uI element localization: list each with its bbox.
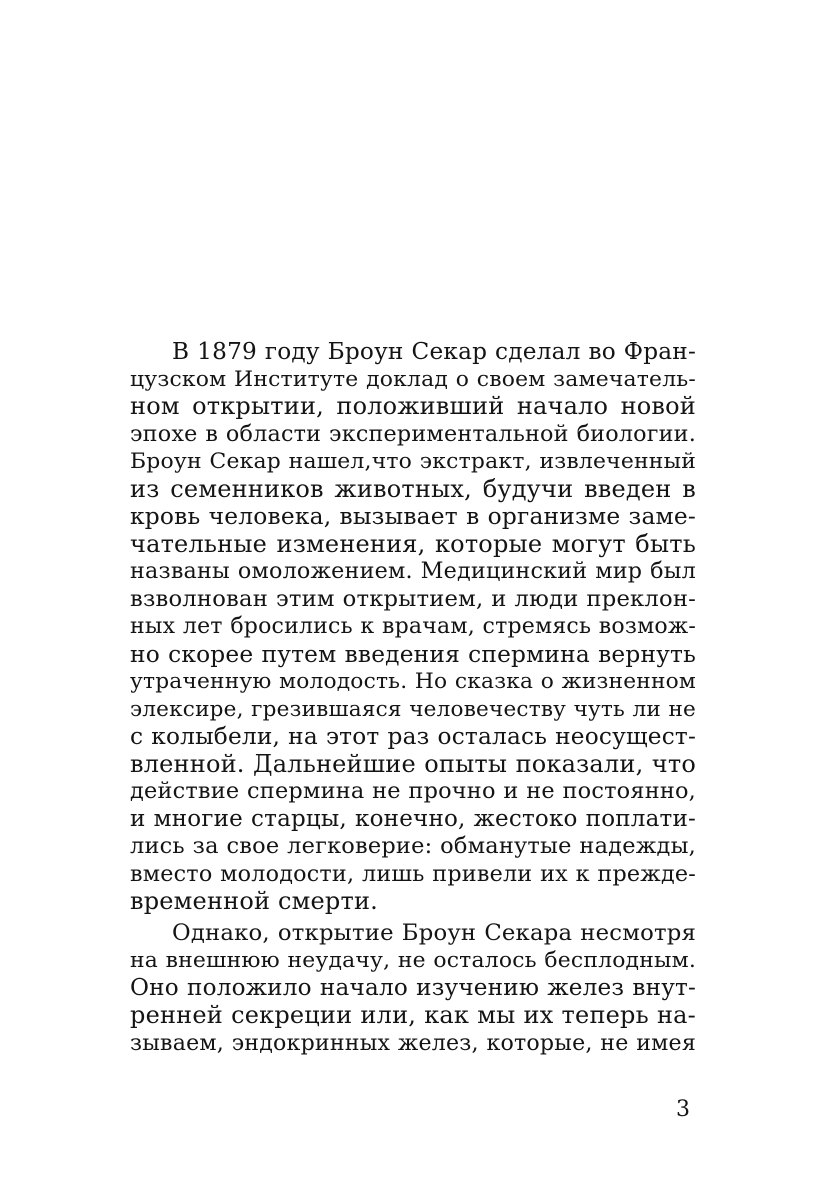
- text-line: утраченную молодость. Но сказка о жизненном: [130, 669, 696, 694]
- text-line: но скорее путем введения спермина вернуть: [130, 640, 696, 668]
- text-line: лись за свое легковерие: обманутые надежды,: [130, 833, 696, 859]
- text-line: Броун Секар нашел,что экстракт, извлеченный: [130, 449, 696, 474]
- text-line: вместо молодости, лишь привели их к прежде-: [130, 860, 696, 887]
- text-line: из семенников животных, будучи введен в: [130, 474, 696, 503]
- text-line: названы омоложением. Медицинский мир был: [130, 558, 696, 584]
- text-line: Однако, открытие Броун Секара несмотря: [172, 919, 696, 946]
- text-line: с колыбели, на этот раз осталась неосущест-: [130, 723, 696, 750]
- paragraph-2: [130, 920, 696, 1058]
- text-line: эпохе в области экспериментальной биологии.: [130, 420, 696, 447]
- text-line: действие спермина не прочно и не постоянно,: [130, 778, 696, 804]
- text-line: элексире, грезившаяся человечеству чуть ли не: [130, 696, 696, 722]
- text-line: взволнован этим открытием, и люди преклон-: [130, 585, 696, 612]
- text-line: кровь человека, вызывает в организме заме-: [130, 502, 696, 530]
- text-line: Оно положило начало изучению желез внут-: [130, 974, 696, 1001]
- text-line: и многие старцы, конечно, жестоко поплати-: [130, 805, 696, 832]
- text-line: зываем, эндокринных желез, которые, не имея: [130, 1029, 696, 1056]
- text-line: временной смерти.: [130, 887, 378, 915]
- text-line: на внешнюю неудачу, не осталось бесплодным.: [130, 948, 696, 973]
- text-line: цузском Институте доклад о своем замечатель-: [130, 366, 696, 392]
- text-line: чательные изменения, которые могут быть: [130, 529, 696, 558]
- text-line: ных лет бросились к врачам, стремясь возмож-: [130, 614, 696, 639]
- text-line: ренней секреции или, как мы их теперь на-: [130, 1001, 696, 1029]
- text-line: вленной. Дальнейшие опыты показали, что: [130, 749, 696, 778]
- body-text: [130, 338, 696, 1057]
- page-number: 3: [676, 1097, 690, 1122]
- text-line: В 1879 году Броун Секар сделал во Фран-: [172, 338, 696, 365]
- paragraph-1: [130, 338, 696, 916]
- text-line: ном открытии, положивший начало новой: [130, 392, 696, 420]
